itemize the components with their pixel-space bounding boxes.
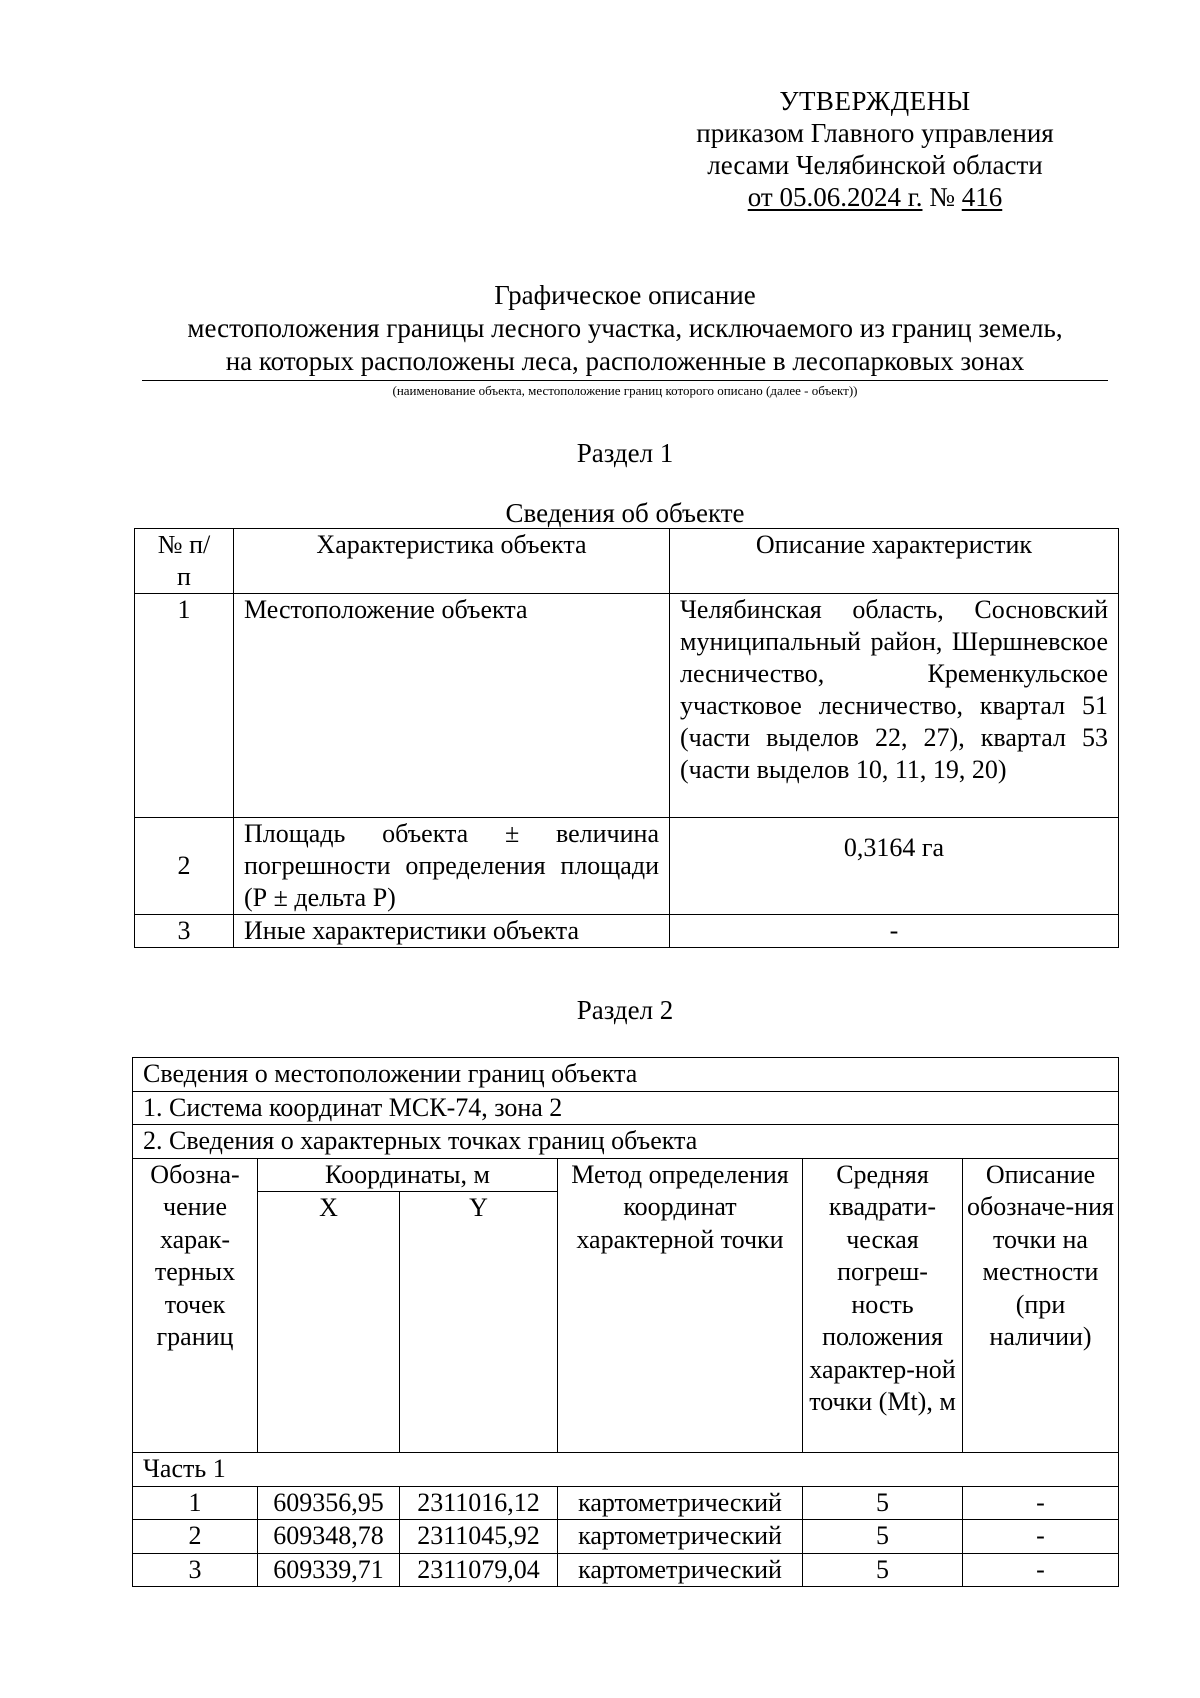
number-sign: № <box>929 182 955 212</box>
row-1-description: Челябинская область, Сосновский муниципальный район, Шершневское лесничество, Кременкульское участковое лесничество, квартал 51 (части выделов 22, 27), квартал 53 (части выделов 10, 11, 19, 20) <box>670 594 1119 818</box>
table-header-row <box>135 529 1119 594</box>
row-3-description: - <box>670 915 1119 948</box>
approval-date: от 05.06.2024 г. <box>747 182 923 212</box>
point-method: картометрический <box>558 1486 803 1520</box>
title-row <box>133 1058 1119 1092</box>
title-underline <box>142 380 1108 381</box>
point-description: - <box>963 1520 1119 1554</box>
table-row <box>133 1486 1119 1520</box>
document-title-line-3: на которых расположены леса, расположенные в лесопарковых зонах <box>225 346 1025 376</box>
row-1-num: 1 <box>135 594 234 818</box>
header-y: Y <box>400 1192 558 1453</box>
approval-number: 416 <box>961 182 1003 212</box>
header-point-description: Описание обозначе-ния точки на местности (при наличии) <box>963 1158 1119 1453</box>
document-title <box>142 279 1108 378</box>
header-designation: Обозна-чение харак-терных точек границ <box>133 1158 258 1453</box>
approval-order-line <box>640 181 1110 213</box>
point-description: - <box>963 1486 1119 1520</box>
point-id: 1 <box>133 1486 258 1520</box>
system-row <box>133 1091 1119 1125</box>
header-x: X <box>258 1192 400 1453</box>
approval-block <box>640 85 1110 213</box>
approval-title: УТВЕРЖДЕНЫ <box>779 86 971 116</box>
point-id: 2 <box>133 1520 258 1554</box>
part-row <box>133 1453 1119 1487</box>
point-mt: 5 <box>803 1486 963 1520</box>
title-caption: (наименование объекта, местоположение границ которого описано (далее - объект)) <box>392 383 858 398</box>
row-3-characteristic: Иные характеристики объекта <box>234 915 670 948</box>
header-num: № п/п <box>135 529 234 594</box>
row-2-characteristic: Площадь объекта ± величина погрешности определения площади (Р ± дельта Р) <box>234 818 670 915</box>
table-row <box>133 1553 1119 1587</box>
table-row <box>135 915 1119 948</box>
row-3-num: 3 <box>135 915 234 948</box>
document-title-line-1: Графическое описание <box>494 280 756 310</box>
boundaries-title: Сведения о местоположении границ объекта <box>133 1058 1119 1092</box>
point-method: картометрический <box>558 1553 803 1587</box>
boundary-points-table <box>132 1057 1119 1587</box>
table-row <box>135 818 1119 915</box>
point-x: 609356,95 <box>258 1486 400 1520</box>
point-x: 609348,78 <box>258 1520 400 1554</box>
section-1-table-title: Сведения об объекте <box>505 498 745 528</box>
point-y: 2311016,12 <box>400 1486 558 1520</box>
part-label: Часть 1 <box>133 1453 1119 1487</box>
point-y: 2311045,92 <box>400 1520 558 1554</box>
row-2-description: 0,3164 га <box>670 818 1119 915</box>
approval-line-1: приказом Главного управления <box>696 118 1054 148</box>
points-heading-row <box>133 1125 1119 1159</box>
point-y: 2311079,04 <box>400 1553 558 1587</box>
point-description: - <box>963 1553 1119 1587</box>
document-title-line-2: местоположения границы лесного участка, исключаемого из границ земель, <box>187 313 1063 343</box>
table-header-row <box>133 1158 1119 1192</box>
header-characteristic: Характеристика объекта <box>234 529 670 594</box>
header-coordinates: Координаты, м <box>258 1158 558 1192</box>
header-method: Метод определения координат характерной точки <box>558 1158 803 1453</box>
table-row <box>135 594 1119 818</box>
section-2-heading: Раздел 2 <box>576 995 674 1025</box>
point-id: 3 <box>133 1553 258 1587</box>
approval-line-2: лесами Челябинской области <box>707 150 1043 180</box>
coordinate-system: 1. Система координат МСК-74, зона 2 <box>133 1091 1119 1125</box>
point-mt: 5 <box>803 1520 963 1554</box>
point-method: картометрический <box>558 1520 803 1554</box>
row-2-num: 2 <box>135 818 234 915</box>
object-info-table <box>134 528 1119 948</box>
point-mt: 5 <box>803 1553 963 1587</box>
row-1-characteristic: Местоположение объекта <box>234 594 670 818</box>
points-heading: 2. Сведения о характерных точках границ объекта <box>133 1125 1119 1159</box>
header-mean-error: Средняя квадрати-ческая погреш-ность положения характер-ной точки (Mt), м <box>803 1158 963 1453</box>
table-row <box>133 1520 1119 1554</box>
point-x: 609339,71 <box>258 1553 400 1587</box>
header-description: Описание характеристик <box>670 529 1119 594</box>
section-1-heading: Раздел 1 <box>576 438 674 468</box>
